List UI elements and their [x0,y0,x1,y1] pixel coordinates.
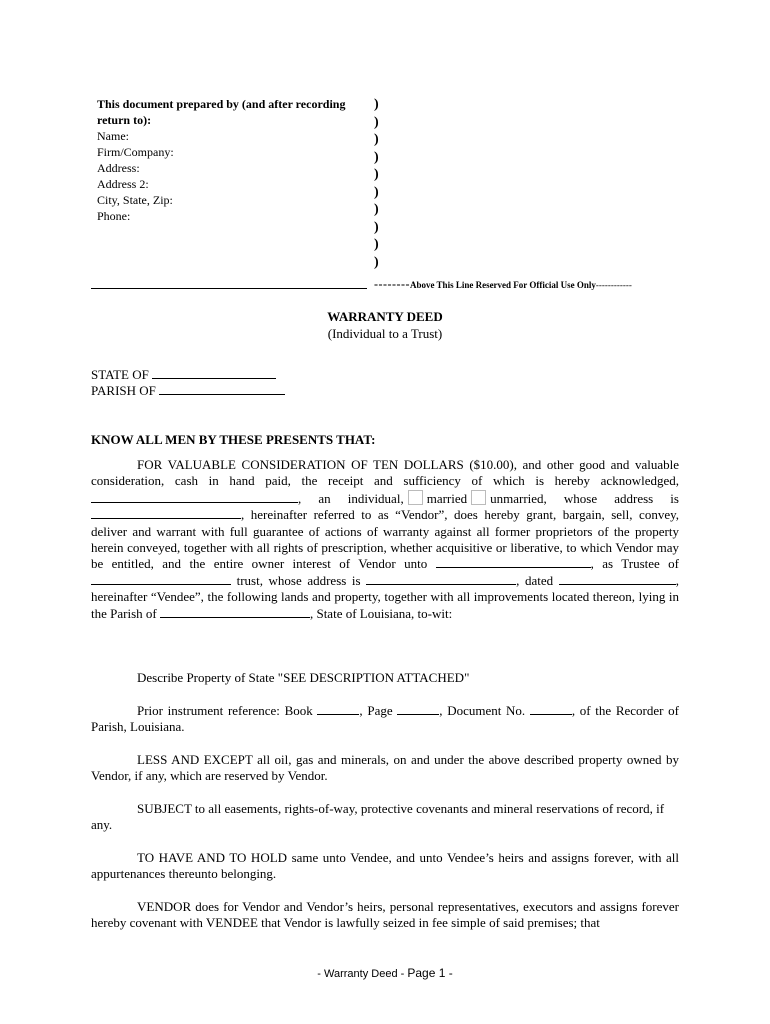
unmarried-label: unmarried, whose address is [490,490,679,506]
know-all-heading: KNOW ALL MEN BY THESE PRESENTS THAT: [91,432,376,447]
unmarried-checkbox[interactable] [471,490,486,505]
trustee-text: , as Trustee of [590,556,679,572]
state-line [91,367,679,383]
parish-label: PARISH OF [91,383,160,398]
field-name-label: Name: [97,129,129,143]
reserved-dashes-left: -------- [374,277,410,291]
reserved-notice [374,277,632,292]
paren-column [374,96,379,271]
prior-document-text: , Document No. [439,703,530,718]
parish-blank[interactable] [159,383,285,395]
vendor-covenant-paragraph: VENDOR does for Vendor and Vendor’s heirs, personal representatives, executors and assigns forever hereby covenant with VENDEE that Vendor is lawfully seized in fee simple of said premises; that [91,899,679,931]
vendor-name-blank[interactable] [91,491,298,503]
conveyance-text: , hereinafter referred to as “Vendor”, does hereby grant, bargain, sell, convey, deliver and warrant with full guarantee of actions of warranty against all former proprietors of the property herein conveyed, together with all rights of prescription, whether acquisitive or liberative, to which Vendor may be entitled, and the entire owner interest of Vendor unto [91,507,679,572]
consideration-paragraph [91,457,679,622]
trust-address-text: trust, whose address is [231,572,367,588]
vendee-text: , hereinafter “Vendee”, the following lands and property, together with all improvements located thereon, lying in the Parish of [91,572,679,621]
paren: ) [374,132,379,147]
document-no-blank[interactable] [530,703,572,715]
prior-recorder-text: , of the Recorder of Parish, Louisiana. [91,703,679,735]
prior-instrument-paragraph [91,703,679,736]
married-label: married [426,490,468,506]
trust-date-blank[interactable] [559,573,676,585]
reserved-text: Above This Line Reserved For Official Use Only [409,280,596,290]
trust-address-blank[interactable] [366,573,516,585]
footer-page-number: Page 1 - [407,966,453,980]
louisiana-text: , State of Louisiana, to-wit: [309,605,453,621]
field-city-label: City, State, Zip: [97,193,173,207]
field-phone-label: Phone: [97,209,131,223]
preparer-block [97,96,367,224]
prepared-by-heading: This document prepared by (and after recording return to): [97,97,346,127]
state-blank[interactable] [152,367,276,379]
footer-doc-name: - Warranty Deed - [317,968,408,980]
subject-paragraph: SUBJECT to all easements, rights-of-way, protective covenants and mineral reservations of record, if any. [91,801,665,833]
describe-property-line: Describe Property of State "SEE DESCRIPTION ATTACHED" [137,670,470,685]
less-and-except-paragraph: LESS AND EXCEPT all oil, gas and minerals, on and under the above described property owned by Vendor, if any, which are reserved by Vendor. [91,752,679,784]
individual-text: , an individual, [298,490,404,506]
parish-line [91,383,679,399]
reserved-dashes-right: ------------ [595,280,632,290]
consideration-text: FOR VALUABLE CONSIDERATION OF TEN DOLLARS ($10.00), and other good and valuable consideration, cash in hand paid, the receipt and sufficiency of which is hereby acknowledged, [91,457,679,489]
field-address-label: Address: [97,161,140,175]
document-title: WARRANTY DEED [327,309,443,324]
dated-text: , dated [516,572,559,588]
paren: ) [374,202,379,217]
page-blank[interactable] [397,703,439,715]
field-firm-label: Firm/Company: [97,145,174,159]
married-checkbox[interactable] [408,490,423,505]
vendor-address-blank[interactable] [91,507,241,519]
prior-book-text: Prior instrument reference: Book [137,703,318,718]
page-footer [0,966,770,980]
state-label: STATE OF [91,367,153,382]
paren: ) [374,237,379,252]
paren: ) [374,97,379,112]
book-blank[interactable] [317,703,359,715]
prior-page-text: , Page [359,703,398,718]
paren: ) [374,184,379,200]
paren: ) [374,149,379,165]
recording-divider-line [91,288,367,289]
paren: ) [374,114,379,130]
field-address2-label: Address 2: [97,177,149,191]
to-have-and-hold-paragraph: TO HAVE AND TO HOLD same unto Vendee, and unto Vendee’s heirs and assigns forever, with all appurtenances thereunto belonging. [91,850,679,882]
paren: ) [374,254,379,270]
paren: ) [374,219,379,235]
trustee-name-blank[interactable] [436,556,591,568]
document-subtitle: (Individual to a Trust) [327,326,443,341]
trust-name-blank[interactable] [91,573,231,585]
property-parish-blank[interactable] [160,606,310,618]
paren: ) [374,167,379,182]
